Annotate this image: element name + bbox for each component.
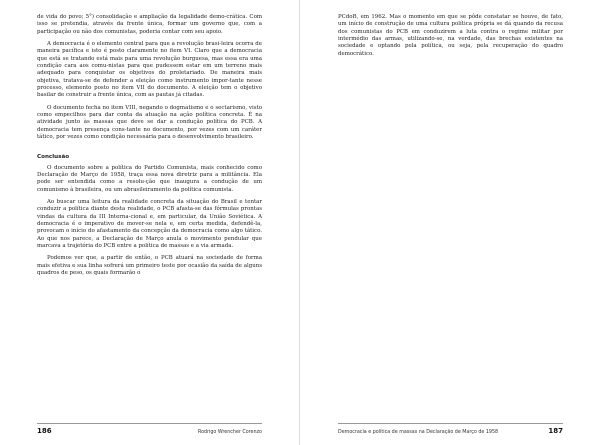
section-heading-conclusion: Conclusão (37, 153, 70, 160)
right-footer (338, 427, 563, 435)
right-page (300, 0, 600, 445)
left-footer-rule (37, 423, 262, 424)
page-number-right: 187 (548, 427, 563, 435)
conclusion-paragraph-1: O documento sobre a política do Partido Comunista, mais conhecido como Declaração de Março de 1958, traça essa nova diretriz para a militância. Ela pode ser entendida como a resolu-ção que inaugura a condução de um comunismo à brasileira, ou um abrasileiramento da política comunista. (37, 164, 262, 193)
right-text-column (338, 14, 563, 63)
conclusion-paragraph-2: Ao buscar uma leitura da realidade concreta da situação do Brasil e tentar conduzir a política diante desta realidade, o PCB afasta-se das fórmulas prontas vindas da cultura da III Interna-cional e, em particular, da União Soviética. A democracia é o imperativo de mover-se nela e, em certa medida, defendê-la, provocam o início do afastamento da concepção da democracia como algo tático. Ao que nos parece, a Declaração de Março anula o movimento pendular que marcava a trajetória do PCB entre a política de massas e a via armada. (37, 198, 262, 249)
running-head-author: Rodrigo Wrencher Corenzo (197, 430, 262, 435)
running-head-title: Democracia e política de massas na Declaração de Março de 1958 (338, 430, 499, 435)
left-paragraph-3: O documento fecha no item VIII, negando o dogmatismo e o sectarismo, visto como empecilhos para dar conta da atuação na ação política concreta. É na atividade junto às massas que deve se dar a condução política do PCB. A democracia tem presença cons-tante no documento, por vezes com um caráter tático, por vezes como condição necessária para o desenvolvimento brasileiro. (37, 104, 262, 141)
conclusion-paragraph-3: Podemos ver que, a partir de então, o PCB atuará na sociedade de forma mais efetiva e sua linha sofrerá um primeiro teste por ocasião da saída de alguns quadros de peso, os quais formarão o (37, 255, 262, 276)
left-footer (37, 427, 262, 435)
right-paragraph-1: PCdoB, em 1962. Mas o momento em que se pôde constatar se houve, de fato, um início de construção de uma cultura política própria se dá quando da recusa dos comunistas do PCB em conduzirem a luta contra o regime militar por intermédio das armas, utilizando-se, na verdade, das brechas existentes na sociedade e optando pela política, ou seja, pela recuperação do quadro democrático. (338, 14, 563, 57)
right-footer-rule (338, 423, 563, 424)
left-text-column (37, 14, 262, 282)
left-paragraph-1: de vida do povo; 5°) consolidação e ampliação da legalidade demo-crática. Com isso se pretendia, através da frente única, formar um governo que, com a participação ou não dos comunistas, poderia contar com seu apoio. (37, 14, 262, 35)
left-paragraph-2: A democracia é o elemento central para que a revolução brasi-leira ocorra de maneira pacífica e isto é posto claramente no item VI. Claro que a democracia que está se tratando está mais para uma revolução burguesa, mas essa era uma condição cara aos comu-nistas para que pudessem estar em um terreno mais adequado para conquistar os objetivos do proletariado. De maneira mais objetiva, tratava-se de defender a eleição como instrumento impor-tante nesse processo, elemento posto no item VII do documento. A eleição tem o objetivo basilar de construir a frente única, com as pautas já citadas. (37, 41, 262, 99)
page-number-left: 186 (37, 427, 52, 435)
